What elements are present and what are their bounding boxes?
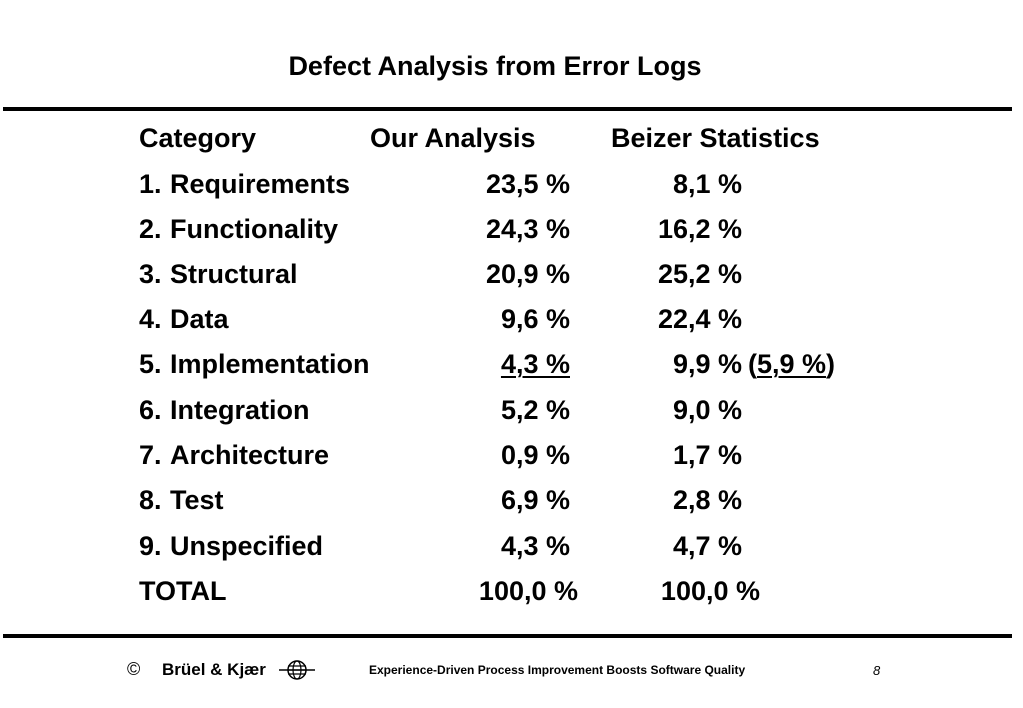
- table-row: [0, 344, 1023, 384]
- row-number: 7.: [139, 440, 162, 470]
- row-beizer-value: 4,7 %: [672, 531, 742, 561]
- row-our-value: 0,9 %: [500, 440, 570, 470]
- row-number: 5.: [139, 349, 162, 379]
- table-row: [0, 526, 1023, 566]
- paren-open: (: [748, 349, 757, 379]
- paren-close: ): [826, 349, 836, 379]
- total-label: TOTAL: [139, 576, 227, 606]
- row-our-value: 5,2 %: [500, 395, 570, 425]
- table-row: [0, 254, 1023, 294]
- row-category: Implementation: [170, 349, 370, 379]
- row-beizer-extra-value: 5,9 %: [757, 349, 827, 379]
- row-beizer-value: 22,4 %: [657, 304, 742, 334]
- table-row: [0, 480, 1023, 520]
- table-row: [0, 390, 1023, 430]
- row-category: Architecture: [170, 440, 330, 470]
- row-category: Requirements: [170, 169, 351, 199]
- row-number: 3.: [139, 259, 162, 289]
- row-our-value: 6,9 %: [500, 485, 570, 515]
- row-beizer-value: 1,7 %: [672, 440, 742, 470]
- row-number: 9.: [139, 531, 162, 561]
- row-beizer-value: 8,1 %: [672, 169, 742, 199]
- copyright-symbol: ©: [127, 659, 141, 679]
- row-category: Test: [170, 485, 224, 515]
- row-number: 1.: [139, 169, 162, 199]
- row-beizer-value: 2,8 %: [672, 485, 742, 515]
- row-number: 4.: [139, 304, 162, 334]
- table-row: [0, 435, 1023, 475]
- row-number: 6.: [139, 395, 162, 425]
- row-our-value: 4,3 %: [500, 531, 570, 561]
- row-our-value: 20,9 %: [485, 259, 570, 289]
- row-category: Data: [170, 304, 229, 334]
- table-header-row: [0, 118, 1023, 158]
- total-our-value: 100,0 %: [478, 576, 578, 606]
- table-total-row: [0, 571, 1023, 611]
- row-category: Integration: [170, 395, 310, 425]
- header-beizer-statistics: Beizer Statistics: [611, 123, 820, 153]
- top-divider: [3, 107, 1012, 111]
- row-our-value-underlined: 4,3 %: [500, 349, 570, 379]
- table-row: [0, 209, 1023, 249]
- table-row: [0, 299, 1023, 339]
- header-our-analysis: Our Analysis: [370, 123, 536, 153]
- table-row: [0, 164, 1023, 204]
- header-category: Category: [139, 123, 257, 153]
- page-number: 8: [873, 663, 881, 678]
- footer-tagline: Experience-Driven Process Improvement Boosts Software Quality: [369, 663, 746, 677]
- bottom-divider: [3, 634, 1012, 638]
- row-our-value: 24,3 %: [485, 214, 570, 244]
- row-our-value: 9,6 %: [500, 304, 570, 334]
- row-beizer-value: 9,0 %: [672, 395, 742, 425]
- footer: [0, 659, 1023, 683]
- row-number: 2.: [139, 214, 162, 244]
- row-category: Unspecified: [170, 531, 324, 561]
- globe-logo-icon: [279, 659, 315, 681]
- page-title: Defect Analysis from Error Logs: [288, 51, 702, 81]
- row-beizer-value: 9,9 %: [672, 349, 742, 379]
- total-beizer-value: 100,0 %: [660, 576, 760, 606]
- row-beizer-value: 16,2 %: [657, 214, 742, 244]
- row-category: Structural: [170, 259, 298, 289]
- row-category: Functionality: [170, 214, 338, 244]
- brand-name: Brüel & Kjær: [162, 660, 266, 679]
- row-our-value: 23,5 %: [485, 169, 570, 199]
- row-number: 8.: [139, 485, 162, 515]
- row-beizer-value: 25,2 %: [657, 259, 742, 289]
- row-beizer-extra: [748, 344, 835, 384]
